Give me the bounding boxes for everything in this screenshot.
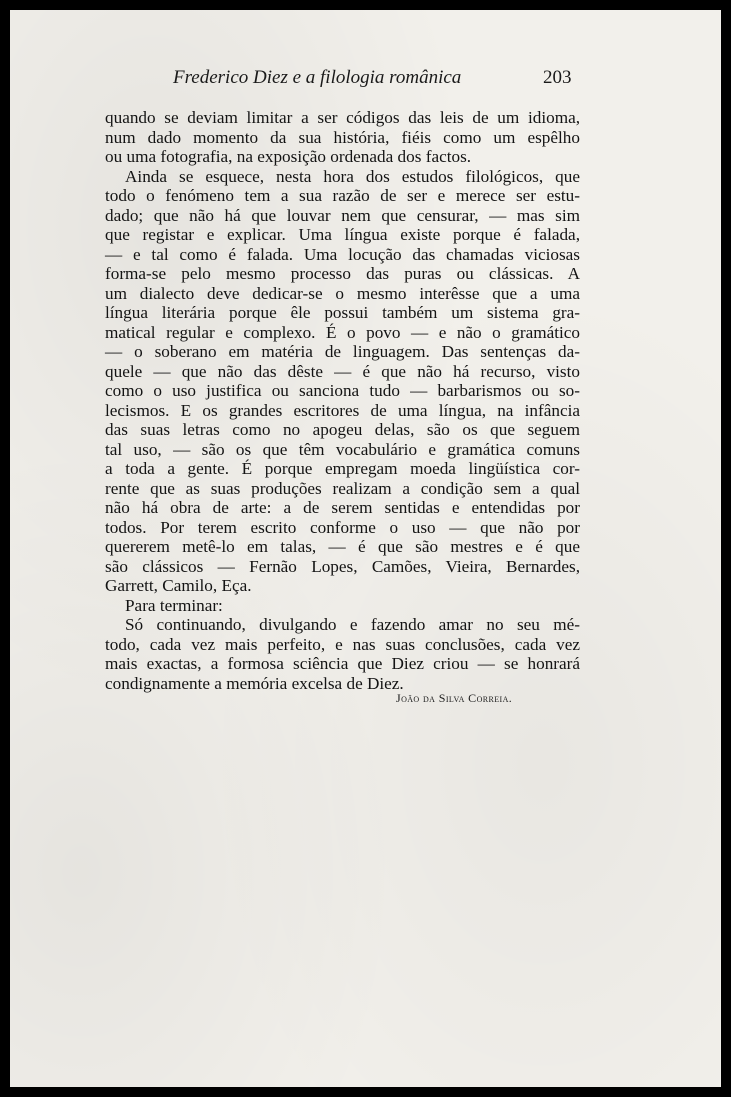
text-line: condignamente a memória excelsa de Diez. [105, 673, 404, 693]
text-line: Garrett, Camilo, Eça. [105, 576, 252, 595]
book-page [10, 10, 721, 1087]
text-line: Para terminar: [125, 595, 223, 615]
running-header [10, 67, 721, 93]
text-line: língua literária porque êle possui também um sistema gra- [105, 303, 580, 322]
running-title: Frederico Diez e a filologia românica [173, 67, 462, 88]
text-line: quando se deviam limitar a ser códigos das leis de um idioma, [105, 108, 580, 127]
text-line: como o uso justifica ou sanciona tudo — barbarismos ou so- [105, 381, 580, 400]
text-line: todo, cada vez mais perfeito, e nas suas conclusões, cada vez [105, 634, 580, 654]
text-line: não há obra de arte: a de serem sentidas e entendidas por [105, 498, 580, 517]
text-line: mais exactas, a formosa sciência que Diez criou — se honrará [105, 654, 580, 673]
text-line: — o soberano em matéria de linguagem. Das sentenças da- [105, 342, 580, 361]
text-line: dado; que não há que louvar nem que censurar, — mas sim [105, 205, 580, 225]
text-line: são clássicos — Fernão Lopes, Camões, Vieira, Bernardes, [105, 556, 580, 576]
body-text [105, 108, 580, 693]
author-signature: João da Silva Correia. [396, 691, 513, 705]
text-line: todos. Por terem escrito conforme o uso — que não por [105, 517, 580, 537]
text-line: — e tal como é falada. Uma locução das chamadas viciosas [105, 244, 580, 264]
text-line: das suas letras como no apogeu delas, são os que seguem [105, 420, 580, 439]
text-line: tal uso, — são os que têm vocabulário e gramática comuns [105, 439, 580, 459]
text-line: quererem metê-lo em talas, — é que são mestres e é que [105, 537, 580, 556]
text-line: Só continuando, divulgando e fazendo amar no seu mé- [125, 615, 580, 634]
text-line: forma-se pelo mesmo processo das puras ou clássicas. A [105, 264, 580, 283]
text-line: a toda a gente. É porque empregam moeda lingüística cor- [105, 459, 580, 478]
text-line: lecismos. E os grandes escritores de uma língua, na infância [105, 400, 580, 420]
text-line: Ainda se esquece, nesta hora dos estudos filológicos, que [125, 166, 580, 186]
text-line: matical regular e complexo. É o povo — e não o gramático [105, 322, 580, 342]
text-line: todo o fenómeno tem a sua razão de ser e merece ser estu- [105, 186, 580, 205]
text-line: ou uma fotografia, na exposição ordenada dos factos. [105, 147, 472, 166]
text-line: num dado momento da sua história, fiéis como um espêlho [105, 127, 580, 147]
page-number: 203 [543, 67, 572, 88]
text-line: quele — que não das dêste — é que não há recurso, visto [105, 361, 580, 381]
text-line: um dialecto deve dedicar-se o mesmo interêsse que a uma [105, 283, 580, 303]
text-line: que registar e explicar. Uma língua existe porque é falada, [105, 225, 580, 244]
text-line: rente que as suas produções realizam a condição sem a qual [105, 478, 580, 498]
